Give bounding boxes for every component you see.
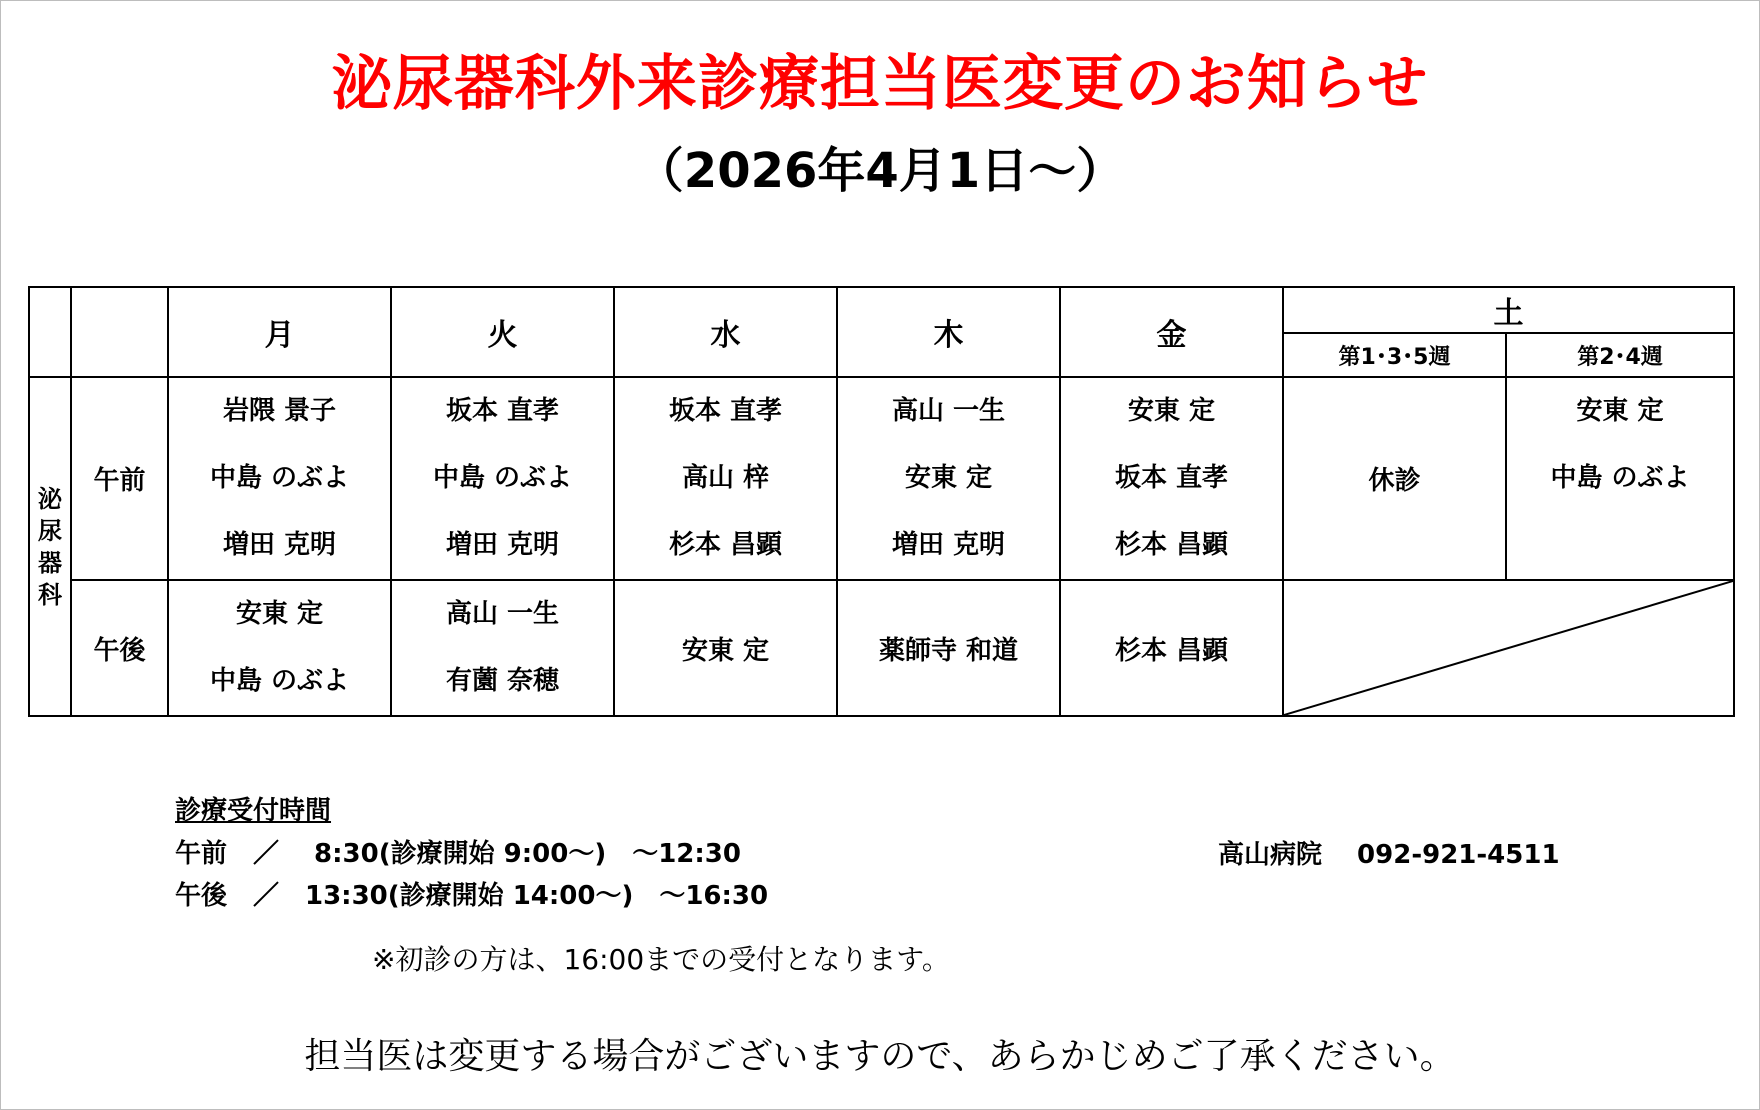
morning-thu — [837, 377, 1060, 580]
reception-hours-title: 診療受付時間 — [175, 796, 332, 826]
header-corner-2 — [71, 287, 168, 377]
hospital-contact: 高山病院 092-921-4511 — [1218, 840, 1560, 870]
doctor-name: 有薗 奈穂 — [445, 666, 560, 696]
doctor-name: 坂本 直孝 — [445, 396, 560, 426]
doctor-name: 中島 のぶよ — [209, 463, 350, 493]
schedule-table — [28, 286, 1735, 717]
doctor-name: 杉本 昌顕 — [668, 530, 783, 560]
doctor-name: 安東 定 — [1576, 396, 1664, 426]
header-tue: 火 — [391, 287, 614, 377]
morning-sat-week135: 休診 — [1283, 377, 1506, 580]
doctor-name: 中島 のぶよ — [432, 463, 573, 493]
morning-wed — [614, 377, 837, 580]
afternoon-wed: 安東 定 — [614, 580, 837, 716]
afternoon-mon — [168, 580, 391, 716]
department-char: 科 — [38, 580, 62, 609]
doctor-name: 安東 定 — [1127, 396, 1216, 426]
doctor-name: 中島 のぶよ — [1550, 463, 1690, 493]
doctor-name: 杉本 昌顕 — [1114, 530, 1229, 560]
header-sat-week135: 第1･3･5週 — [1283, 333, 1506, 377]
doctor-name: 高山 一生 — [891, 396, 1006, 426]
doctor-name: 増田 克明 — [445, 530, 560, 560]
page-title: 泌尿器科外来診療担当医変更のお知らせ — [331, 49, 1429, 119]
doctor-name: 坂本 直孝 — [1114, 463, 1229, 493]
afternoon-tue — [391, 580, 614, 716]
morning-label: 午前 — [71, 377, 168, 580]
header-corner — [29, 287, 71, 377]
doctor-name: 中島 のぶよ — [209, 666, 350, 696]
morning-mon — [168, 377, 391, 580]
department-char: 器 — [38, 548, 62, 577]
doctor-name: 高山 一生 — [445, 599, 560, 629]
reception-hours — [175, 790, 768, 917]
morning-sat-week24 — [1506, 377, 1734, 580]
morning-tue — [391, 377, 614, 580]
afternoon-thu: 薬師寺 和道 — [837, 580, 1060, 716]
doctor-name: 増田 克明 — [891, 530, 1006, 560]
afternoon-sat-closed — [1283, 580, 1734, 716]
header-sat-week24: 第2･4週 — [1506, 333, 1734, 377]
doctor-name: 坂本 直孝 — [668, 396, 783, 426]
reception-hours-morning: 午前 ／ 8:30(診療開始 9:00～) ～12:30 — [175, 839, 741, 869]
header-mon: 月 — [168, 287, 391, 377]
header-wed: 水 — [614, 287, 837, 377]
department-label — [29, 377, 71, 716]
afternoon-label: 午後 — [71, 580, 168, 716]
header-thu: 木 — [837, 287, 1060, 377]
first-visit-note: ※初診の方は、16:00までの受付となります。 — [372, 943, 950, 976]
change-notice: 担当医は変更する場合がございますので、あらかじめご了承ください。 — [304, 1036, 1456, 1077]
page-subtitle: （2026年4月1日～） — [635, 143, 1125, 199]
reception-hours-afternoon: 午後 ／ 13:30(診療開始 14:00～) ～16:30 — [175, 881, 769, 911]
diagonal-slash-icon — [1284, 581, 1733, 715]
department-char: 泌 — [38, 484, 62, 513]
doctor-name: 増田 克明 — [222, 530, 337, 560]
doctor-name: 高山 梓 — [681, 463, 770, 493]
doctor-name: 安東 定 — [235, 599, 324, 629]
afternoon-fri: 杉本 昌顕 — [1060, 580, 1283, 716]
doctor-name: 安東 定 — [904, 463, 993, 493]
header-fri: 金 — [1060, 287, 1283, 377]
department-char: 尿 — [38, 516, 62, 545]
doctor-name: 岩隈 景子 — [222, 396, 337, 426]
header-sat: 土 — [1283, 287, 1734, 333]
morning-fri — [1060, 377, 1283, 580]
